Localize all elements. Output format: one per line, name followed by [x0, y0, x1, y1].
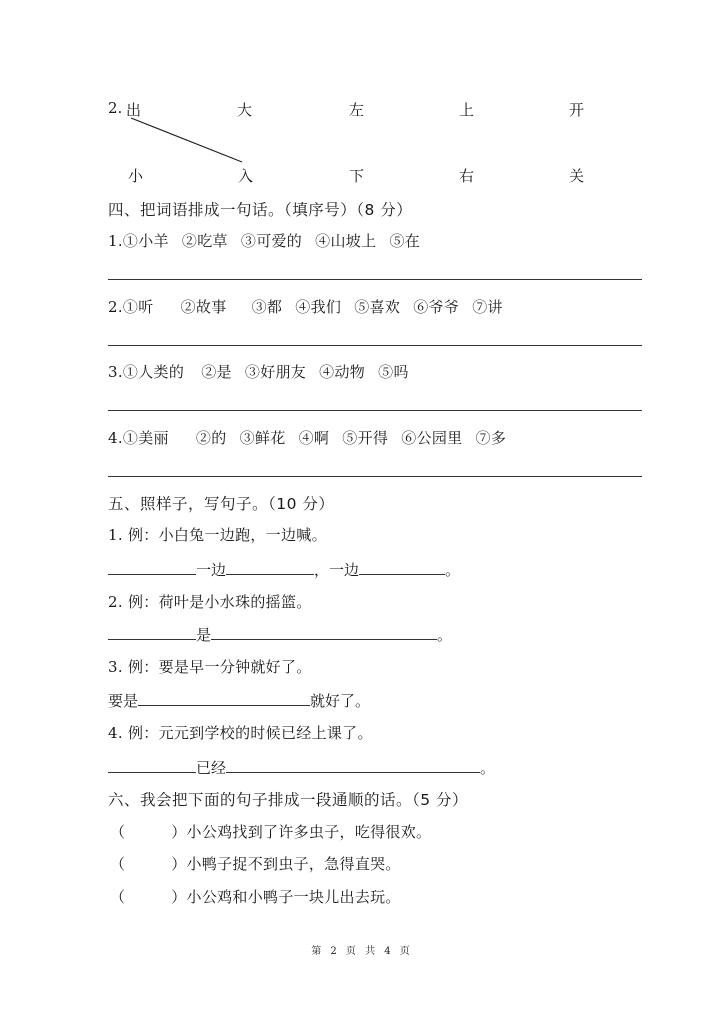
fixed-word: 是 [196, 626, 212, 644]
item-number: 1. [108, 232, 123, 250]
period: 。 [437, 626, 453, 644]
answer-line[interactable] [108, 410, 642, 411]
order-blank[interactable]: （ ） [110, 823, 187, 841]
section4-item [108, 230, 420, 251]
period: 。 [480, 759, 496, 777]
match-top-word: 上 [459, 101, 475, 119]
word: ①听 [122, 298, 154, 316]
fill-in-sentence [108, 624, 452, 645]
word: ②故事 [180, 298, 227, 316]
word: ⑤开得 [342, 429, 389, 447]
word: ①人类的 [122, 363, 185, 381]
match-bottom-word: 下 [349, 167, 365, 185]
example-sentence: 1. 例：小白兔一边跑，一边喊。 [108, 526, 327, 544]
fill-in-sentence [108, 690, 370, 711]
example-sentence: 2. 例：荷叶是小水珠的摇篮。 [108, 593, 312, 611]
blank[interactable] [359, 560, 445, 575]
word: ④山坡上 [315, 232, 377, 250]
ordering-item [110, 821, 431, 842]
section4-item [108, 296, 503, 317]
blank[interactable] [108, 625, 196, 640]
word: ⑤吗 [378, 363, 409, 381]
word: ③都 [251, 298, 283, 316]
fill-in-sentence [108, 757, 495, 778]
fill-in-sentence [108, 559, 460, 580]
word: ⑤喜欢 [354, 298, 401, 316]
item-number: 2. [108, 298, 123, 316]
blank[interactable] [226, 758, 480, 773]
match-top-word: 出 [126, 101, 142, 119]
section4-heading: 四、把词语排成一句话。（填序号）（8 分） [108, 201, 413, 219]
fixed-word: 就好了。 [310, 692, 371, 710]
fixed-word: ，一边 [314, 561, 360, 579]
blank[interactable] [211, 625, 437, 640]
word: ⑥爷爷 [413, 298, 460, 316]
word: ①美丽 [122, 429, 169, 447]
sentence: 小鸭子捉不到虫子，急得直哭。 [186, 855, 401, 873]
answer-line[interactable] [108, 279, 642, 280]
word: ③鲜花 [239, 429, 286, 447]
order-blank[interactable]: （ ） [110, 855, 187, 873]
match-top-word: 大 [237, 101, 253, 119]
word: ④动物 [319, 363, 366, 381]
word: ④啊 [298, 429, 330, 447]
blank[interactable] [226, 560, 314, 575]
word: ⑤在 [389, 232, 421, 250]
sentence: 小公鸡和小鸭子一块儿出去玩。 [186, 888, 401, 906]
word: ②是 [201, 363, 232, 381]
fixed-word: 一边 [196, 561, 227, 579]
word: ⑦多 [475, 429, 507, 447]
fixed-word: 已经 [196, 759, 227, 777]
example-sentence: 3. 例：要是早一分钟就好了。 [108, 658, 312, 676]
section6-heading: 六、我会把下面的句子排成一段通顺的话。（5 分） [108, 791, 469, 809]
word: ④我们 [295, 298, 342, 316]
blank[interactable] [108, 758, 196, 773]
word: ⑥公园里 [401, 429, 463, 447]
word: ①小羊 [122, 232, 169, 250]
match-bottom-word: 关 [569, 167, 585, 185]
word: ⑦讲 [472, 298, 503, 316]
word: ③可爱的 [240, 232, 303, 250]
match-top-word: 开 [569, 101, 585, 119]
word: ③好朋友 [244, 363, 307, 381]
example-sentence: 4. 例：元元到学校的时候已经上课了。 [108, 724, 373, 742]
match-prefix: 2. [108, 99, 123, 117]
sentence: 小公鸡找到了许多虫子，吃得很欢。 [186, 823, 432, 841]
blank[interactable] [138, 691, 310, 706]
answer-line[interactable] [108, 345, 642, 346]
match-top-word: 左 [349, 101, 365, 119]
ordering-item [110, 886, 401, 907]
item-number: 3. [108, 363, 123, 381]
page-footer: 第 2 页 共 4 页 [311, 946, 413, 957]
fixed-word: 要是 [108, 692, 139, 710]
word: ②的 [195, 429, 227, 447]
section4-item [108, 427, 506, 448]
match-bottom-word: 右 [459, 167, 475, 185]
blank[interactable] [108, 560, 196, 575]
match-line [0, 0, 724, 200]
ordering-item [110, 853, 401, 874]
word: ②吃草 [181, 232, 228, 250]
section4-item [108, 361, 409, 382]
match-bottom-word: 入 [238, 167, 254, 185]
match-bottom-word: 小 [128, 167, 144, 185]
period: 。 [445, 561, 461, 579]
section5-heading: 五、照样子，写句子。（10 分） [108, 495, 335, 513]
item-number: 4. [108, 429, 123, 447]
order-blank[interactable]: （ ） [110, 888, 187, 906]
answer-line[interactable] [108, 476, 642, 477]
